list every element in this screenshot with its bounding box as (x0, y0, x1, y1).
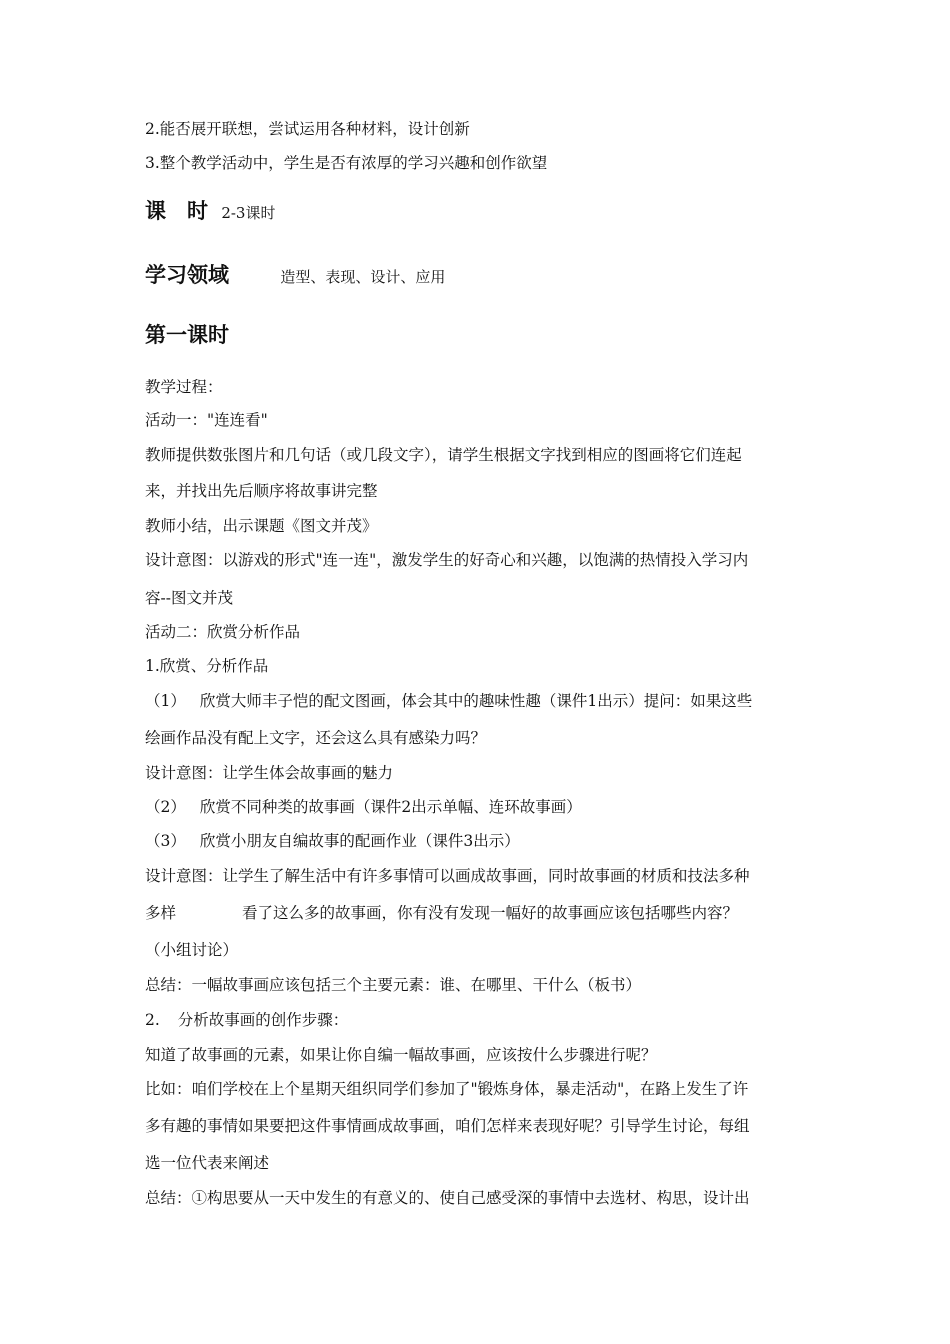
body-line: 比如：咱们学校在上个星期天组织同学们参加了"锻炼身体，暴走活动"，在路上发生了许 (145, 1080, 749, 1098)
body-line: 活动一："连连看" (145, 411, 268, 429)
list-number: （3） (145, 832, 186, 850)
class-hours-label: 课 时 (145, 198, 208, 223)
learning-domain-label: 学习领域 (145, 262, 229, 287)
body-line: （小组讨论） (145, 941, 239, 959)
body-text: 多样 (145, 904, 177, 922)
body-line: 总结：一幅故事画应该包括三个主要元素：谁、在哪里、干什么（板书） (145, 976, 642, 994)
body-line: 设计意图：让学生了解生活中有许多事情可以画成故事画，同时故事画的材质和技法多种 (145, 867, 750, 885)
body-line: 教师提供数张图片和几句话（或几段文字），请学生根据文字找到相应的图画将它们连起 (145, 446, 742, 464)
body-text: 看了这么多的故事画，你有没有发现一幅好的故事画应该包括哪些内容？ (242, 904, 739, 922)
list-number: 2. (145, 1011, 160, 1029)
body-line: 设计意图：以游戏的形式"连一连"，激发学生的好奇心和兴趣，以饱满的热情投入学习内 (145, 551, 749, 569)
body-line: 容--图文并茂 (145, 589, 233, 607)
body-line: 1.欣赏、分析作品 (145, 657, 269, 675)
body-line: 绘画作品没有配上文字，还会这么具有感染力吗？ (145, 729, 487, 747)
body-line: 教学过程： (145, 378, 223, 396)
body-line: 总结：①构思要从一天中发生的有意义的、使自己感受深的事情中去选材、构思，设计出 (145, 1189, 750, 1207)
list-text: 欣赏不同种类的故事画（课件2出示单幅、连环故事画） (199, 798, 582, 816)
list-text: 欣赏大师丰子恺的配文图画，体会其中的趣味性趣（课件1出示）提问：如果这些 (199, 692, 753, 710)
class-hours-heading (145, 197, 275, 227)
body-line (145, 691, 752, 711)
learning-domain-value: 造型、表现、设计、应用 (280, 268, 446, 286)
body-line (145, 903, 738, 923)
evaluation-item-2: 2.能否展开联想，尝试运用各种材料，设计创新 (145, 120, 470, 138)
body-line: 知道了故事画的元素，如果让你自编一幅故事画，应该按什么步骤进行呢？ (145, 1046, 657, 1064)
evaluation-item-3: 3.整个教学活动中，学生是否有浓厚的学习兴趣和创作欲望 (145, 154, 548, 172)
list-text: 分析故事画的创作步骤： (177, 1011, 349, 1029)
body-line: 选一位代表来阐述 (145, 1154, 270, 1172)
body-line: 活动二：欣赏分析作品 (145, 623, 301, 641)
body-line (145, 797, 582, 817)
list-number: （2） (145, 798, 186, 816)
learning-domain-heading (145, 261, 445, 291)
list-text: 欣赏小朋友自编故事的配画作业（课件3出示） (199, 832, 520, 850)
body-line: 设计意图：让学生体会故事画的魅力 (145, 764, 394, 782)
body-line: 多有趣的事情如果要把这件事情画成故事画，咱们怎样来表现好呢？引导学生讨论，每组 (145, 1117, 750, 1135)
body-line: 来，并找出先后顺序将故事讲完整 (145, 482, 378, 500)
list-number: （1） (145, 692, 186, 710)
body-line (145, 831, 520, 851)
body-line (145, 1010, 348, 1030)
body-line: 教师小结，出示课题《图文并茂》 (145, 517, 378, 535)
class-hours-value: 2-3课时 (221, 204, 276, 222)
lesson-title: 第一课时 (145, 322, 229, 347)
